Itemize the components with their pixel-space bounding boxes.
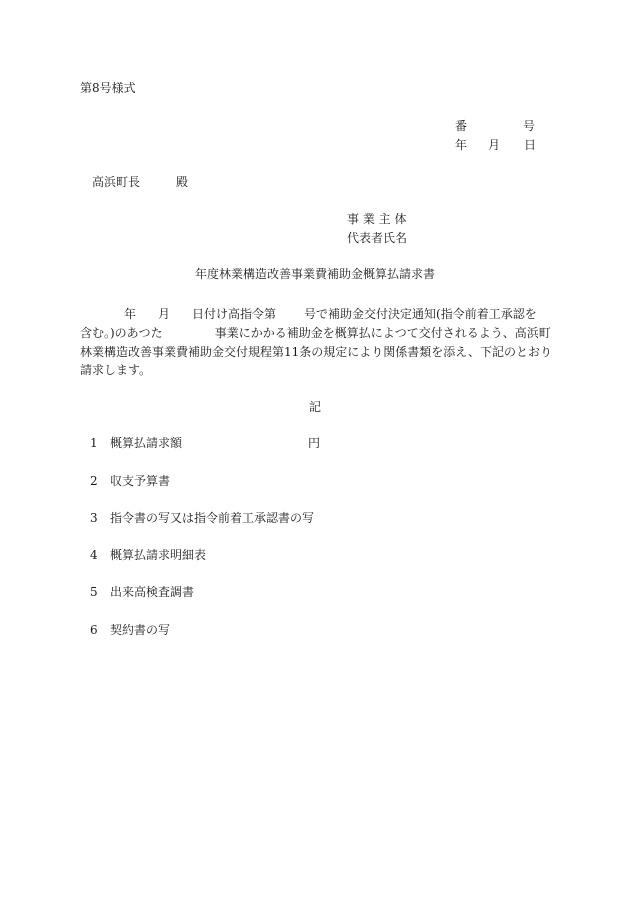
document-title: 年度林業構造改善事業費補助金概算払請求書 bbox=[194, 267, 435, 281]
list-item-number: 6 bbox=[90, 623, 98, 637]
applicant-block bbox=[347, 213, 407, 251]
form-number: 第8号様式 bbox=[80, 81, 136, 95]
applicant-representative-label: 代表者氏名 bbox=[347, 231, 408, 245]
list-item-number: 1 bbox=[90, 436, 98, 450]
body-paragraph bbox=[80, 305, 550, 380]
addressee bbox=[92, 176, 188, 188]
body-line1-month: 月 bbox=[158, 307, 171, 321]
addressee-name: 高浜町長 bbox=[92, 175, 141, 189]
list-item bbox=[90, 549, 206, 561]
reference-date-row bbox=[455, 139, 535, 158]
reference-block bbox=[455, 120, 535, 158]
body-line-4: 請求します。 bbox=[80, 363, 152, 378]
addressee-honorific: 殿 bbox=[176, 175, 189, 189]
list-item-number: 4 bbox=[90, 548, 98, 562]
body-line2-a: 含む。)のあつた bbox=[80, 325, 163, 340]
list-item bbox=[90, 436, 321, 450]
list-item bbox=[90, 512, 314, 524]
body-line2-b: 事業にかかる補助金を概算払によつて交付されるよう、高浜町 bbox=[214, 325, 551, 340]
body-line-2 bbox=[80, 324, 550, 343]
list-item bbox=[90, 586, 194, 598]
reference-number-row bbox=[455, 120, 535, 139]
list-item-number: 3 bbox=[90, 511, 98, 525]
list-item-number: 2 bbox=[90, 474, 98, 488]
reference-number-suffix: 号 bbox=[523, 119, 536, 133]
list-item-label: 概算払請求明細表 bbox=[110, 548, 207, 562]
ki-heading: 記 bbox=[308, 400, 321, 414]
body-line1-rest-a: 日付け高指令第 bbox=[192, 307, 277, 321]
reference-date-day: 日 bbox=[524, 138, 537, 152]
list-item-label: 出来高検査調書 bbox=[110, 585, 195, 599]
list-item-number: 5 bbox=[90, 585, 98, 599]
reference-number-label: 番 bbox=[455, 119, 468, 133]
applicant-entity-label: 事 業 主 体 bbox=[347, 212, 407, 226]
list-item-unit: 円 bbox=[308, 436, 321, 450]
body-line1-rest-b: 号で補助金交付決定通知(指令前着工承認を bbox=[304, 307, 537, 321]
list-item bbox=[90, 624, 170, 636]
list-item bbox=[90, 475, 170, 487]
list-item-label: 契約書の写 bbox=[110, 623, 171, 637]
list-item-label: 収支予算書 bbox=[110, 474, 171, 488]
list-item-label: 指令書の写又は指令前着工承認書の写 bbox=[110, 511, 315, 525]
body-line-3: 林業構造改善事業費補助金交付規程第11条の規定により関係書類を添え、下記のとおり bbox=[80, 344, 552, 359]
body-line1-year: 年 bbox=[124, 307, 137, 321]
reference-date-month: 月 bbox=[488, 138, 501, 152]
reference-date-year: 年 bbox=[455, 138, 468, 152]
list-item-label: 概算払請求額 bbox=[110, 436, 183, 450]
body-line-1 bbox=[80, 305, 550, 324]
